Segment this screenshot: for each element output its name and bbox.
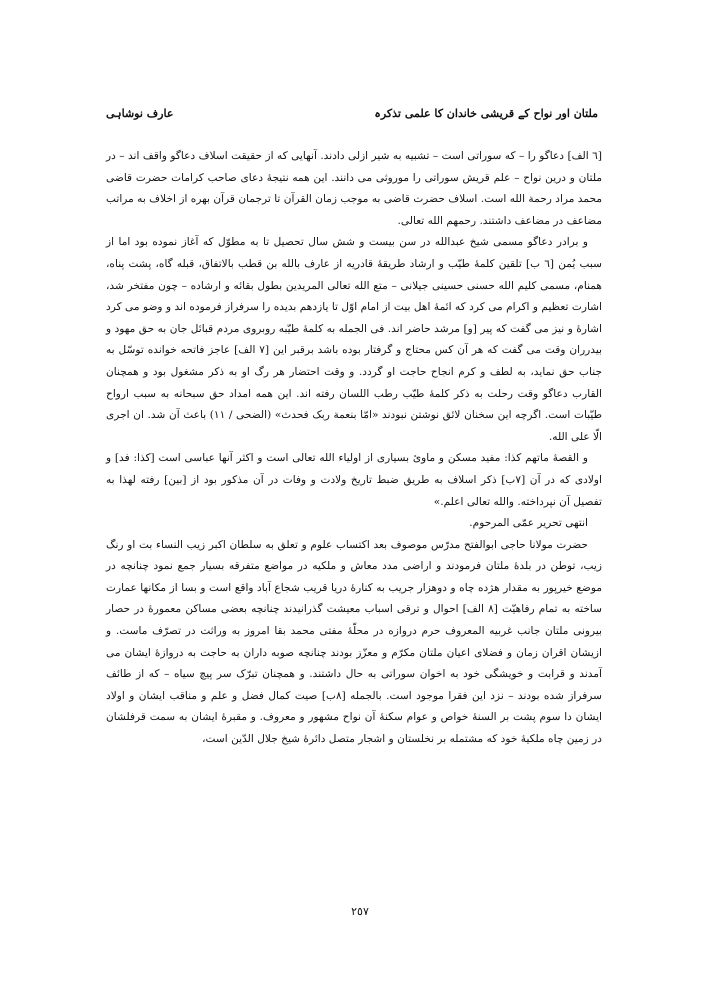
paragraph-3: و القصهٔ ماتهم کذا: مفید مسکن و ماویٔ بسیاری از اولیاء الله تعالی است و اکثر آنها عباسی است [کذا: فد] و اولادی که در آن [٧ب] ذکر اسلاف به طریق ضبط تاریخ ولادت و وفات در آن مذکور بود از [بین] رفته لهذا به تفصیل آن نپرداخته. والله تعالی اعلم.» <box>106 452 602 508</box>
page-number: ٢٥٧ <box>351 905 369 918</box>
paragraph-1: [٦ الف] دعاگو را – که سوراتی است – تشبیه به شیر ازلی دادند. آنهایی که از حقیقت اسلاف دعاگو واقف اند – در ملتان و درین نواح – علم قریش سوراتی را موروثی می دانند. این همه نتیجهٔ دعای صاحب کرامات حضرت قاضی محمد مراد رحمة الله است. اسلاف حضرت قاضی به موجب زمان القرآن تا ترجمان قرآن بهره از اخلاف به مراتب مضاعف در مضاعف داشتند. رحمهم الله تعالی. <box>106 150 602 227</box>
body-text <box>106 146 602 751</box>
page-header <box>106 107 598 129</box>
paragraph-4: انتهی تحریر عمّی المرحوم. <box>469 517 588 530</box>
author-name: عارف نوشاہی <box>106 107 174 120</box>
paragraph-2: و برادر دعاگو مسمی شیخ عبدالله در سن بیست و شش سال تحصیل تا به مطوّل که آغاز نموده بود اما از سبب یُمن [٦ ب] تلقین کلمهٔ طیّب و ارشاد طریقهٔ قادریه از عارف بالله بن قطب بالاتفاق، قبله گاه، پشت پناه، همنام، مسمی کلیم الله حسنی حسینی جیلانی – متع الله تعالی المریدین بطول بقائه و ارشاده – چون مفتخر شد، اشارت تعظیم و اکرام می کرد که ائمهٔ اهل بیت از امام اوّل تا یازدهم بدیده را سرفراز فرموده اند و وضو می کرد اشارهٔ و نیز می گفت که پیر [و] مرشد حاضر اند. فی الجمله به کلمهٔ طیّبه روبروی مردم قبائل جان به حق مهود و بیدرران وقت می گفت که هر آن کس محتاج و گرفتار بوده باشد برقبر این [٧ الف] عاجز فاتحه خوانده توسّل به جناب حق نماید، به لطف و کرم انجاح حاجت او گردد. و وقت احتضار هر رگ او به ذکر مشغول بود و همچنان القارب دعاگو وقت رحلت به ذکر کلمهٔ طیّب رطب اللسان رفته اند. این همه امداد حق سبحانه به سبب ارواح طیّبات است. اگرچه این سخنان لائق نوشتن نبودند «امّا بنعمة ربک فحدث» (الضحی / ١١) باعث آن شد. ان اجری الّا علی الله. <box>106 236 603 443</box>
paragraph-5: حضرت مولانا حاجی ابوالفتح مدرّس موصوف بعد اکتساب علوم و تعلق به سلطان اکبر زیب النساء بت او رنگ زیب، توطن در بلدهٔ ملتان فرمودند و اراضی مدد معاش و ملکیه در مواضع متفرقه بسیار جمع نمود چنانچه در موضع خیرپور به مقدار هژده چاه و دوهزار جریب به کنارهٔ دریا قریب شجاع آباد واقع است و بسا از مکانها عمارت ساخته به تمام رفاهیّت [٨ الف] احوال و ترقی اسباب معیشت گذرانیدند چنانچه بعضی مساکن معمورهٔ در حصار بیرونی ملتان جانب غربیه المعروف حرم دروازه در محلّهٔ مفتی محمد بقا امروز به وراثت در تصرّف ماست. و ازیشان اقران زمان و فضلای اعیان ملتان مکرّم و معزّز بودند چنانچه صوبه داران به حاجت به دروازهٔ ایشان می آمدند و قرابت و خویشگی خود به اخوان سوراتی به حال داشتند. و همچنان تبرّک سر پیچ سیاه – که از طائف سرفراز شده بودند – نزد این فقرا موجود است. بالجمله [٨ب] صیت کمال فضل و علم و مناقب ایشان و اولاد ایشان دا سوم پشت بر السنهٔ خواص و عوام سکنهٔ آن نواح مشهور و معروف. و مقبرهٔ ایشان به سمت قرفلشان در زمین چاه ملکیهٔ خود که مشتمله بر نخلستان و اشجار متصل دائرهٔ شیخ جلال الدّین است، <box>106 538 603 746</box>
running-title: ملتان اور نواح کے قریشی خاندان کا علمی تذکرہ <box>374 107 598 120</box>
